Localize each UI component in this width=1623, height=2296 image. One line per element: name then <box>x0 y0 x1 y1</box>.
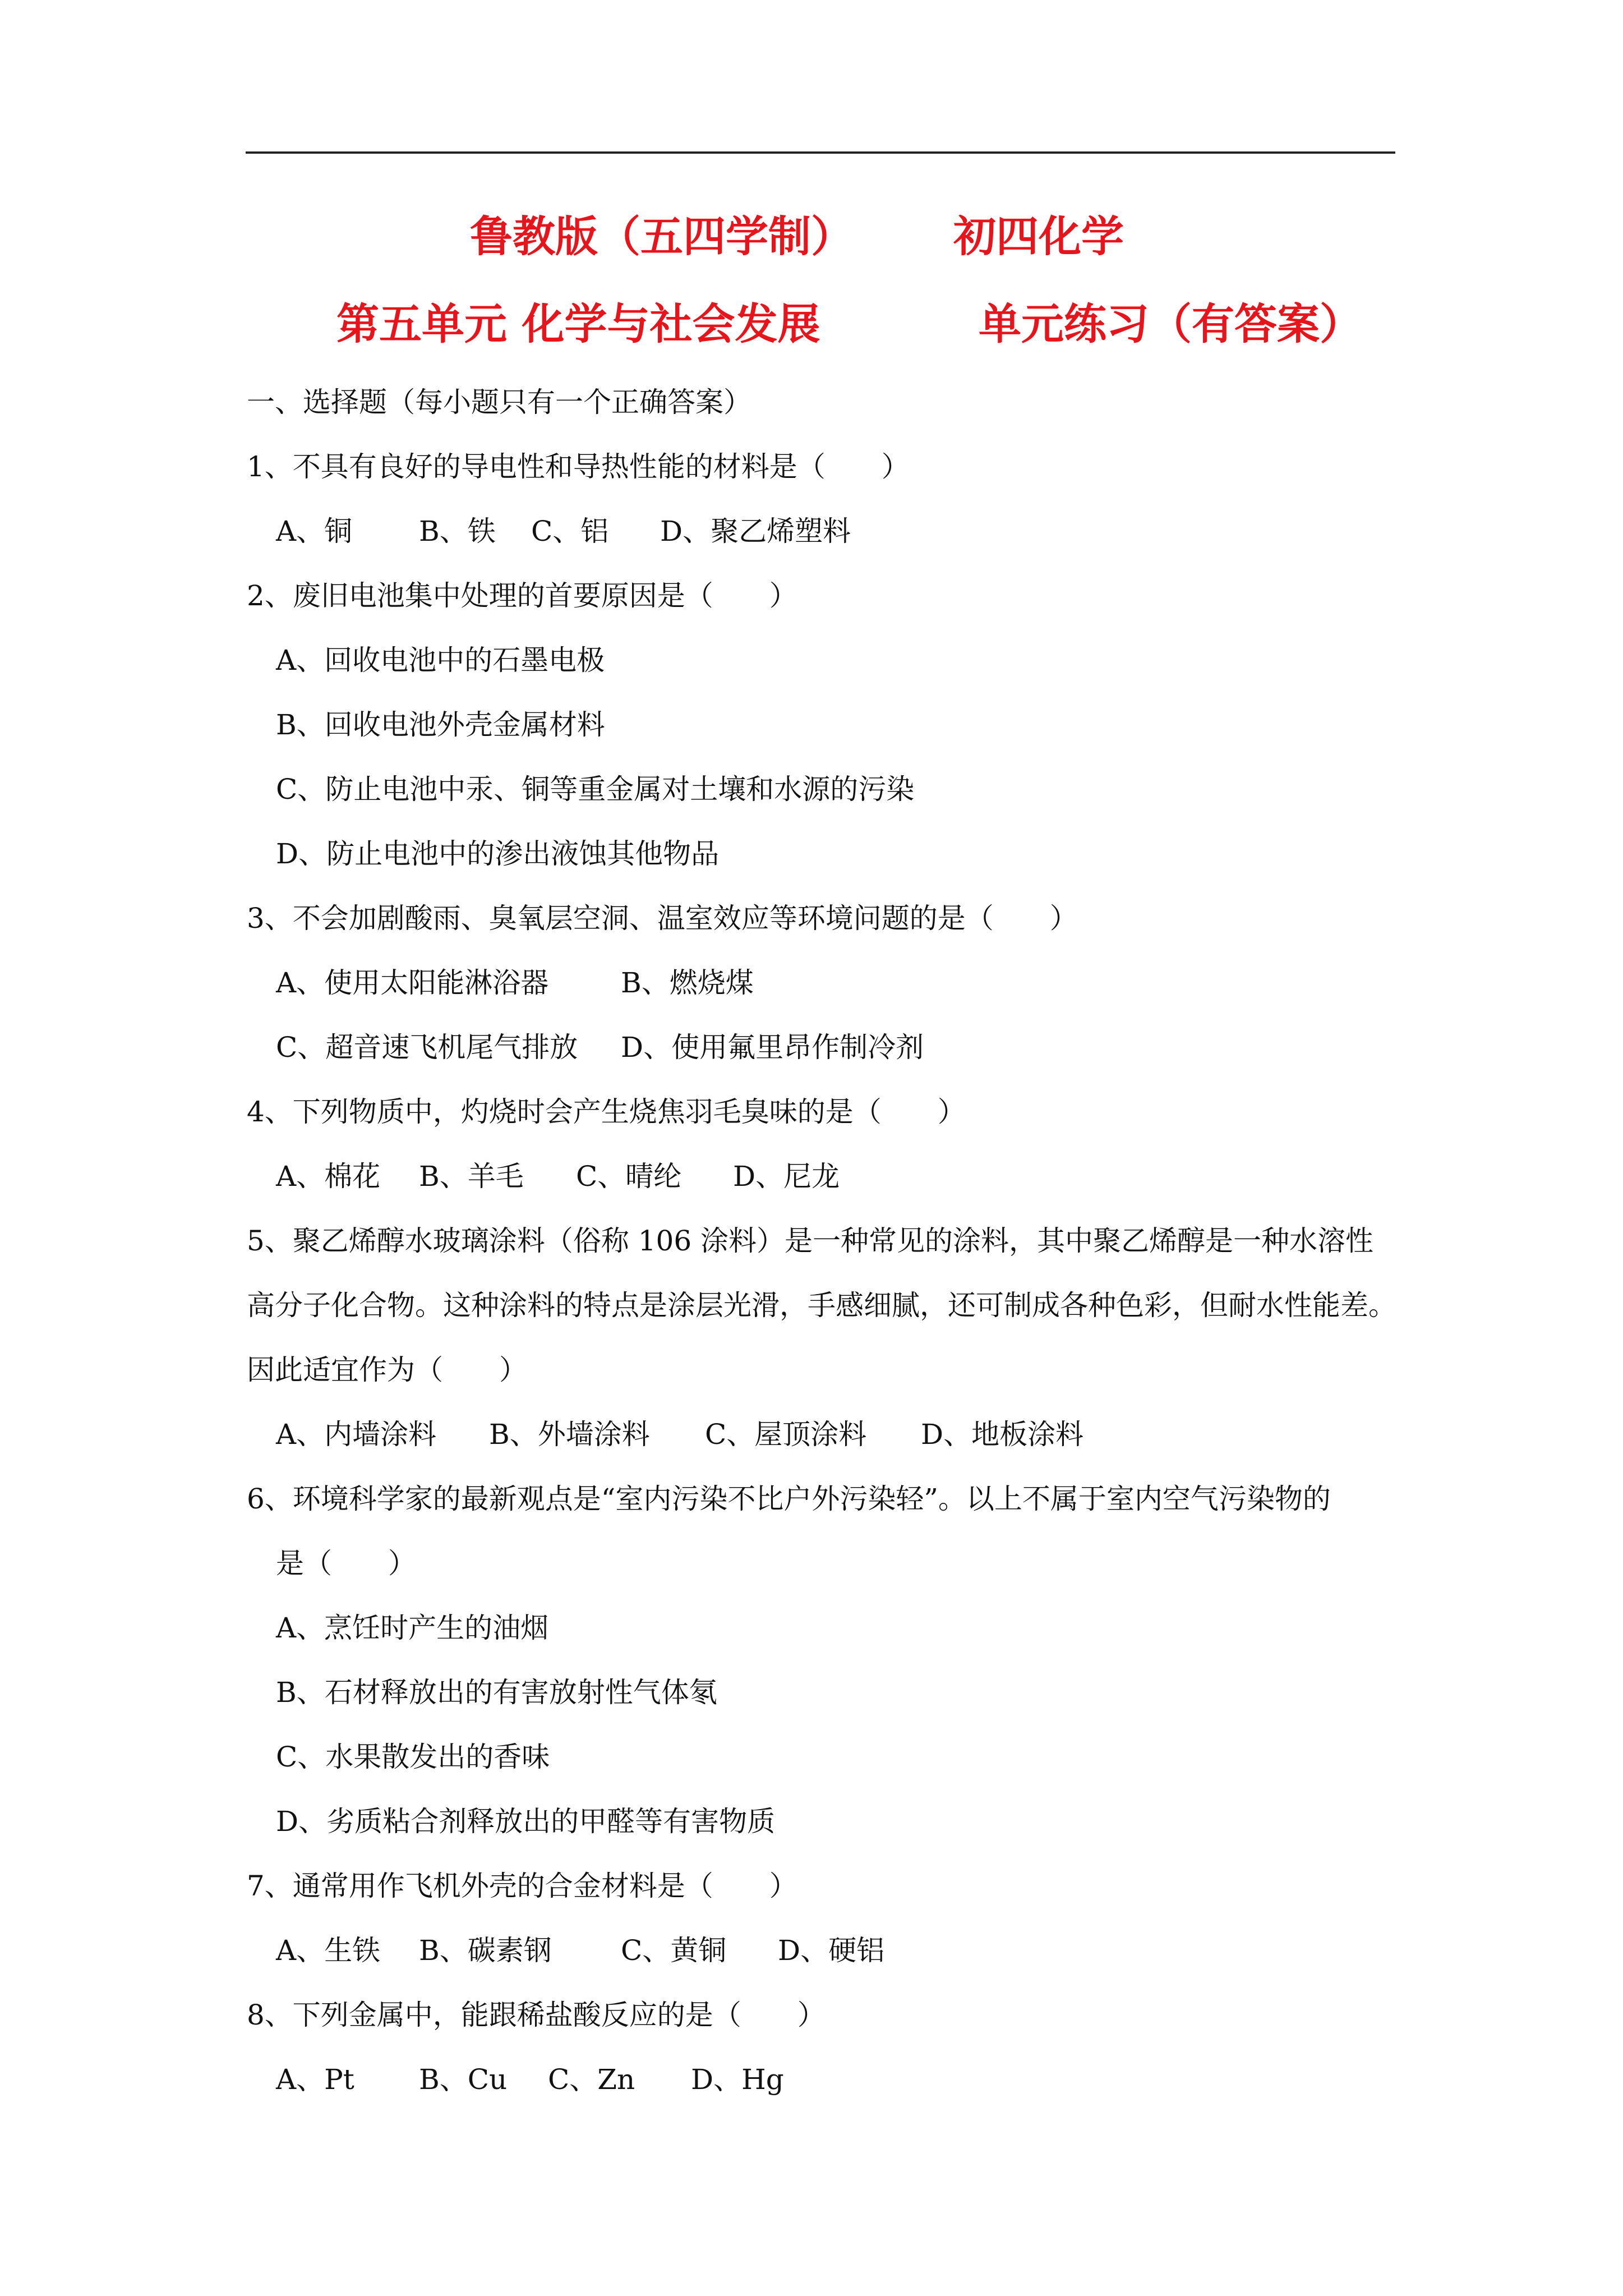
option-b: B、石材释放出的有害放射性气体氡 <box>276 1676 717 1709</box>
question-1-options <box>276 517 851 545</box>
question-8-stem: 8、下列金属中，能跟稀盐酸反应的是（ ） <box>247 1999 826 2031</box>
option-c: C、铝 <box>531 515 609 547</box>
option-b: B、Cu <box>419 2063 508 2096</box>
option-a: A、内墙涂料 <box>276 1418 437 1451</box>
option-d: D、硬铝 <box>778 1934 885 1967</box>
question-6-stem-line-1: 6、环境科学家的最新观点是“室内污染不比户外污染轻”。以上不属于室内空气污染物的 <box>247 1483 1331 1515</box>
option-c: C、晴纶 <box>576 1160 682 1193</box>
title-grade-subject: 初四化学 <box>953 211 1124 261</box>
question-3-options-row-2 <box>276 1031 924 1064</box>
question-7-stem: 7、通常用作飞机外壳的合金材料是（ ） <box>247 1870 797 1902</box>
question-5-stem-line-2: 高分子化合物。这种涂料的特点是涂层光滑，手感细腻，还可制成各种色彩，但耐水性能差。 <box>247 1289 1396 1322</box>
option-a: A、使用太阳能淋浴器 <box>276 967 549 999</box>
option-d: D、地板涂料 <box>921 1418 1084 1451</box>
option-a: A、棉花 <box>276 1160 381 1193</box>
option-d: D、使用氟里昂作制冷剂 <box>621 1031 924 1064</box>
option-b: B、燃烧煤 <box>621 967 754 999</box>
question-3-stem: 3、不会加剧酸雨、臭氧层空洞、温室效应等环境问题的是（ ） <box>247 902 1078 935</box>
option-b: B、羊毛 <box>419 1160 524 1193</box>
title-publisher: 鲁教版（五四学制） <box>470 211 854 261</box>
question-2-stem: 2、废旧电池集中处理的首要原因是（ ） <box>247 579 797 612</box>
section-heading: 一、选择题（每小题只有一个正确答案） <box>247 386 751 418</box>
option-c: C、水果散发出的香味 <box>276 1741 550 1773</box>
option-d: D、Hg <box>691 2063 784 2096</box>
option-a: A、生铁 <box>276 1934 381 1967</box>
option-b: B、回收电池外壳金属材料 <box>276 708 605 741</box>
option-c: C、超音速飞机尾气排放 <box>276 1031 578 1064</box>
option-c: C、黄铜 <box>621 1934 727 1967</box>
option-d: D、尼龙 <box>733 1160 840 1193</box>
question-1-stem: 1、不具有良好的导电性和导热性能的材料是（ ） <box>247 450 910 483</box>
question-7-options <box>276 1934 885 1967</box>
option-b: B、外墙涂料 <box>489 1418 650 1451</box>
option-c: C、屋顶涂料 <box>705 1418 867 1451</box>
question-4-options <box>276 1160 840 1193</box>
question-6-stem-line-2: 是（ ） <box>276 1547 416 1580</box>
option-c: C、Zn <box>548 2063 635 2096</box>
question-5-stem-line-1: 5、聚乙烯醇水玻璃涂料（俗称 106 涂料）是一种常见的涂料，其中聚乙烯醇是一种水溶性 <box>247 1225 1374 1257</box>
question-5-options <box>276 1418 1084 1451</box>
title-unit: 第五单元 化学与社会发展 <box>336 299 820 349</box>
option-d: D、防止电池中的渗出液蚀其他物品 <box>276 838 720 870</box>
option-d: D、劣质粘合剂释放出的甲醛等有害物质 <box>276 1805 776 1838</box>
option-c: C、防止电池中汞、铜等重金属对土壤和水源的污染 <box>276 773 915 806</box>
option-b: B、铁 <box>419 515 496 547</box>
title-practice: 单元练习（有答案） <box>979 299 1362 349</box>
question-8-options <box>276 2063 784 2096</box>
option-b: B、碳素钢 <box>419 1934 552 1967</box>
option-a: A、Pt <box>276 2063 354 2096</box>
option-d: D、聚乙烯塑料 <box>660 515 851 547</box>
question-5-stem-line-3: 因此适宜作为（ ） <box>247 1354 527 1386</box>
option-a: A、烹饪时产生的油烟 <box>276 1612 549 1644</box>
question-3-options-row-1 <box>276 969 754 997</box>
option-a: A、回收电池中的石墨电极 <box>276 644 605 677</box>
option-a: A、铜 <box>276 515 353 547</box>
question-4-stem: 4、下列物质中，灼烧时会产生烧焦羽毛臭味的是（ ） <box>247 1096 966 1128</box>
header-rule <box>246 151 1395 154</box>
